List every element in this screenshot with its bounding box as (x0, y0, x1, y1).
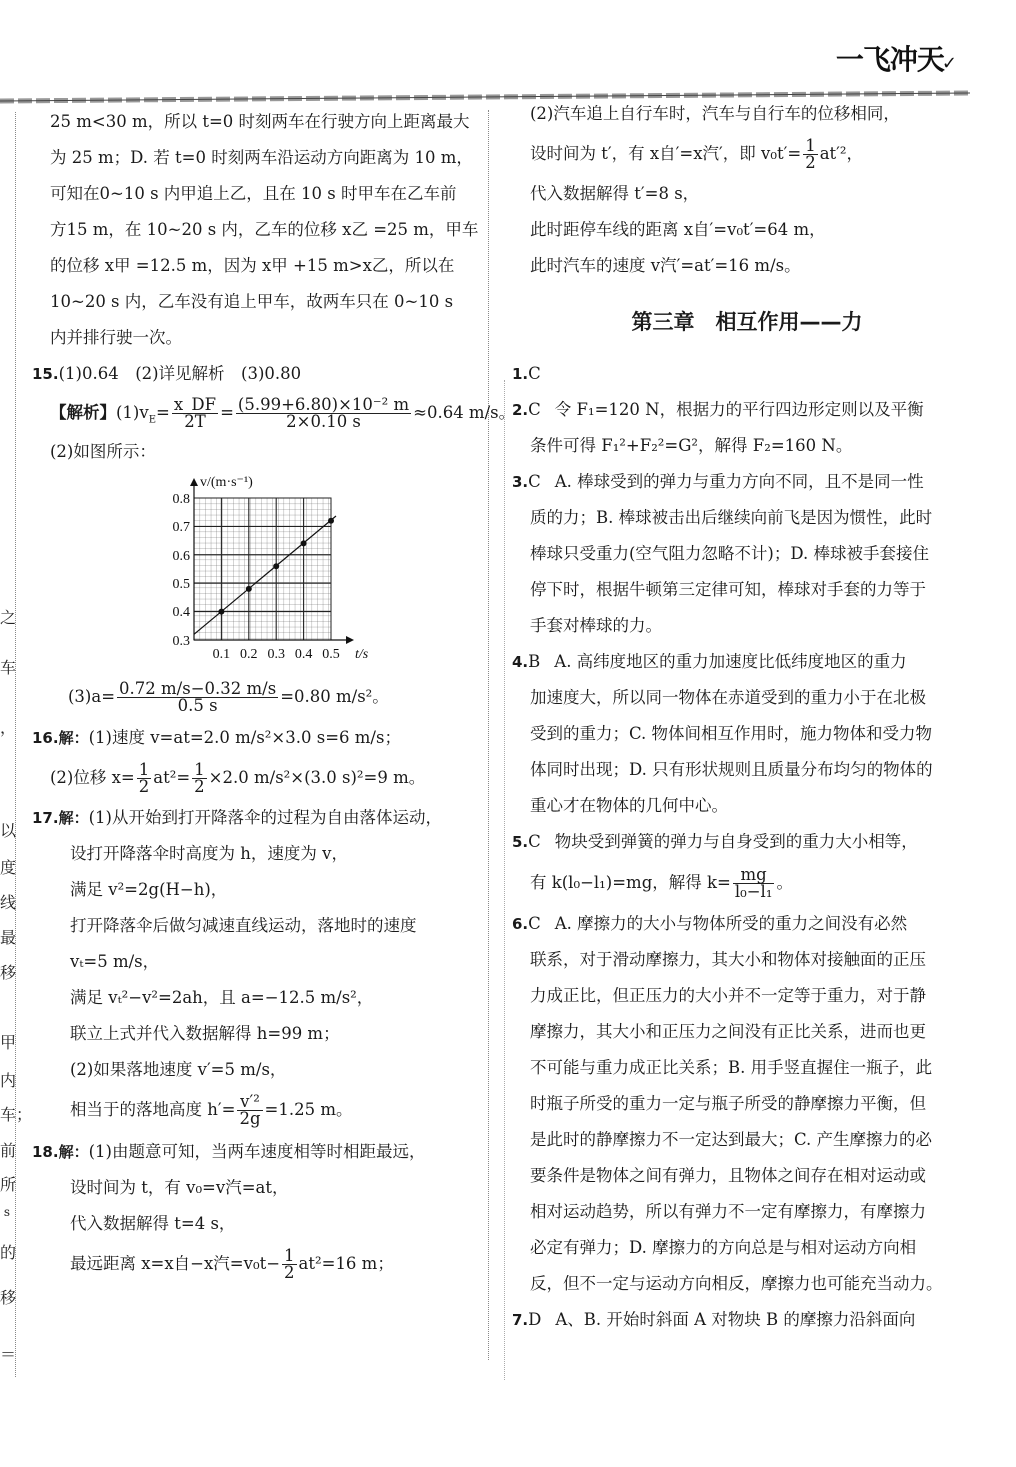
answer-item-5: 5.C 物块受到弹簧的弹力与自身受到的重力大小相等， (512, 832, 918, 851)
answer-item-7: 7.D A、B. 开始时斜面 A 对物块 B 的摩擦力沿斜面向 (512, 1310, 916, 1329)
svg-text:0.4: 0.4 (294, 647, 313, 662)
svg-text:0.3: 0.3 (267, 647, 285, 662)
item5-formula: 有 k(l₀−l₁)=mg，解得 k= $\frac{mg}{\text{l₀−l₁}}$ 。 (530, 865, 793, 901)
q15-analysis-part1: 【解析】$(1)v_E=$ $\frac{x\_DF}{2T}$ = $\frac{\text{(5.99+6.80)×10⁻² m}}{2\times 0.10 s}$ ≈0.64 m/s。 (50, 395, 516, 431)
svg-text:0.8: 0.8 (172, 492, 190, 507)
brand-text: 一飞冲天 (835, 43, 944, 76)
svg-text:0.7: 0.7 (172, 520, 190, 535)
chapter-title: 第三章 相互作用——力 (631, 310, 863, 334)
text-line: 为 25 m；D. 若 t=0 时刻两车沿运动方向距离为 10 m， (50, 148, 473, 167)
fraction: $\frac{x\_DF}{2T}$ (173, 395, 217, 431)
answer-item-1: 1.C (512, 364, 541, 383)
q15-part3: (3)a= $\frac{0.72 m/s-0.32 m/s}{0.5 s}$ =0.80 m/s²。 (68, 679, 389, 715)
right-column-divider (504, 380, 505, 1380)
svg-text:0.1: 0.1 (212, 647, 231, 662)
text-line: 25 m<30 m，所以 t=0 时刻两车在行驶方向上距离最大 (50, 112, 470, 131)
svg-text:0.6: 0.6 (172, 549, 190, 564)
text-line: 10~20 s 内，乙车没有追上甲车，故两车只在 0~10 s (50, 292, 454, 311)
fraction: $\frac{0.72 m/s-0.32 m/s}{0.5 s}$ (119, 679, 277, 715)
velocity-time-chart (150, 470, 380, 670)
answer-item-2: 2.C 令 F₁=120 N，根据力的平行四边形定则以及平衡 (512, 400, 924, 419)
text-line: 的位移 x甲 =12.5 m，因为 x甲 +15 m>x乙，所以在 (50, 256, 455, 275)
q16-part2: (2)位移 x= $\frac{1}{2}$ at²= $\frac{1}{2}$ ×2.0 m/s²×(3.0 s)²=9 m。 (50, 760, 426, 796)
y-axis-label: v/(m·s⁻¹) (200, 475, 253, 490)
vt-graph (150, 470, 380, 670)
column-divider (488, 110, 489, 1360)
svg-text:0.3: 0.3 (172, 634, 190, 649)
question-number: 15. (32, 365, 59, 383)
text-line: 可知在0~10 s 内甲追上乙，且在 10 s 时甲车在乙车前 (50, 184, 457, 203)
svg-text:0.2: 0.2 (240, 647, 258, 662)
q18-last: 最远距离 x=x自−x汽=v₀t− $\frac{1}{2}$ at²=16 m； (70, 1246, 394, 1282)
text-line: 方15 m，在 10~20 s 内，乙车的位移 x乙 =25 m，甲车 (50, 220, 479, 239)
x-axis-label: t/s (355, 647, 369, 662)
svg-text:0.4: 0.4 (172, 605, 190, 620)
answer-item-6: 6.C A. 摩擦力的大小与物体所受的重力之间没有必然 (512, 914, 908, 933)
question-15-header (32, 356, 487, 392)
answer-item-3: 3.C A. 棒球受到的弹力与重力方向不同，且不是同一性 (512, 472, 924, 491)
q15-part2: (2)如图所示： (50, 442, 156, 461)
svg-text:0.5: 0.5 (172, 577, 190, 592)
left-column: 25 m<30 m，所以 t=0 时刻两车在行驶方向上距离最大 为 25 m；D. 若 t=0 时刻两车沿运动方向距离为 10 m， 可知在0~10 s 内甲追上乙，且在 10 s 时甲车在乙车前 方15 m，在 10~20 s 内，乙车的位移 x乙 =25 m，甲车 的位移 x甲 =12.5 m，因为 x甲 +15 m>x乙，所以在 10~20 s 内，乙车没有追上甲车，故两车只在 0~10 s 内并排行驶一次。 15.(1)0.64 (2)详见解析 (3)0.80 【解析】$(1)v_E=$ $\frac{x\_DF}{2T}$ = $\frac{\text{(5.99+6.80)×10⁻² m}}{2\times 0.10 s}$ ≈0.64 m/s。 (2)如图所示： v/(m·s⁻¹) 0.8 0.7 0.6 0.5 0.4 0.3 0.1 0.2 0.3 0.4 0.5 t/s (3)a= $\frac{0.72 m/s-0.32 m/s}{0.5 s}$ =0.80 m/s²。 16.解：(1)速度 v=at=2.0 m/s²×3.0 s=6 m/s； (2)位移 x= $\frac{1}{2}$ at²= $\frac{1}{2}$ ×2.0 m/s²×(3.0 s)²=9 m。 17.解：(1)从开始到打开降落伞的过程为自由落体运动， 设打开降落伞时高度为 h，速度为 v， 满足 v²=2g(H−h)， 打开降落伞后做匀减速直线运动，落地时的速度 vₜ=5 m/s， 满足 vₜ²−v²=2ah，且 a=−12.5 m/s²， 联立上式并代入数据解得 h=99 m； (2)如果落地速度 v′=5 m/s， 相当于的落地高度 h′= $\frac{\text{v′²}}{2g}$ =1.25 m。 18.解：(1)由题意可知，当两车速度相等时相距最远， 设时间为 t，有 v₀=v汽=at， 代入数据解得 t=4 s， 最远距离 x=x自−x汽=v₀t− $\frac{1}{2}$ at²=16 m； (32, 104, 487, 1286)
answer-item-4: 4.B A. 高纬度地区的重力加速度比低纬度地区的重力 (512, 652, 907, 671)
answer-summary: (1)0.64 (2)详见解析 (3)0.80 (58, 364, 302, 383)
fraction: $\frac{\text{(5.99+6.80)×10⁻² m}}{2\times 0.10 s}$ (237, 395, 410, 431)
question-18: 18.解：(1)由题意可知，当两车速度相等时相距最远， (32, 1142, 426, 1161)
brand-logo (836, 38, 956, 78)
question-16: 16.解：(1)速度 v=at=2.0 m/s²×3.0 s=6 m/s； (32, 728, 401, 747)
question-17: 17.解：(1)从开始到打开降落伞的过程为自由落体运动， (32, 808, 442, 827)
q18-cont-line2: 设时间为 t′，有 x自′=x汽′，即 v₀t′= $\frac{1}{2}$ at′²， (530, 136, 864, 172)
right-column: (2)汽车追上自行车时，汽车与自行车的位移相同， 设时间为 t′，有 x自′=x汽′，即 v₀t′= $\frac{1}{2}$ at′²， 代入数据解得 t′=8 s， 此时距停车线的距离 x自′=v₀t′=64 m， 此时汽车的速度 v汽′=at′=16 m/s。 第三章 相互作用——力 1.C 2.C 令 F₁=120 N，根据力的平行四边形定则以及平衡 条件可得 F₁²+F₂²=G²，解得 F₂=160 N。 3.C A. 棒球受到的弹力与重力方向不同，且不是同一性 质的力；B. 棒球被击出后继续向前飞是因为惯性，此时 棒球只受重力(空气阻力忽略不计)；D. 棒球被手套接住 停下时，根据牛顿第三定律可知，棒球对手套的力等于 手套对棒球的力。 4.B A. 高纬度地区的重力加速度比低纬度地区的重力 加速度大，所以同一物体在赤道受到的重力小于在北极 受到的重力；C. 物体间相互作用时，施力物体和受力物 体同时出现；D. 只有形状规则且质量分布均匀的物体的 重心才在物体的几何中心。 5.C 物块受到弹簧的弹力与自身受到的重力大小相等， 有 k(l₀−l₁)=mg，解得 k= $\frac{mg}{\text{l₀−l₁}}$ 。 6.C A. 摩擦力的大小与物体所受的重力之间没有必然 联系，对于滑动摩擦力，其大小和物体对接触面的正压 力成正比，但正压力的大小并不一定等于重力，对于静 摩擦力，其大小和正压力之间没有正比关系，进而也更 不可能与重力成正比关系；B. 用手竖直握住一瓶子，此 时瓶子所受的重力一定与瓶子所受的静摩擦力平衡，但 是此时的静摩擦力不一定达到最大；C. 产生摩擦力的必 要条件是物体之间有弹力，且物体之间存在相对运动或 相对运动趋势，所以有弹力不一定有摩擦力，有摩擦力 必定有弹力；D. 摩擦力的方向总是与相对运动方向相 反，但不一定与运动方向相反，摩擦力也可能充当动力。 7.D A、B. 开始时斜面 A 对物块 B 的摩擦力沿斜面向 (512, 96, 982, 1338)
text-line: 内并排行驶一次。 (50, 328, 182, 347)
check-mark-icon: ✓ (941, 53, 956, 74)
q17-last: 相当于的落地高度 h′= $\frac{\text{v′²}}{2g}$ =1.25 m。 (70, 1092, 353, 1128)
svg-text:0.5: 0.5 (322, 647, 340, 662)
